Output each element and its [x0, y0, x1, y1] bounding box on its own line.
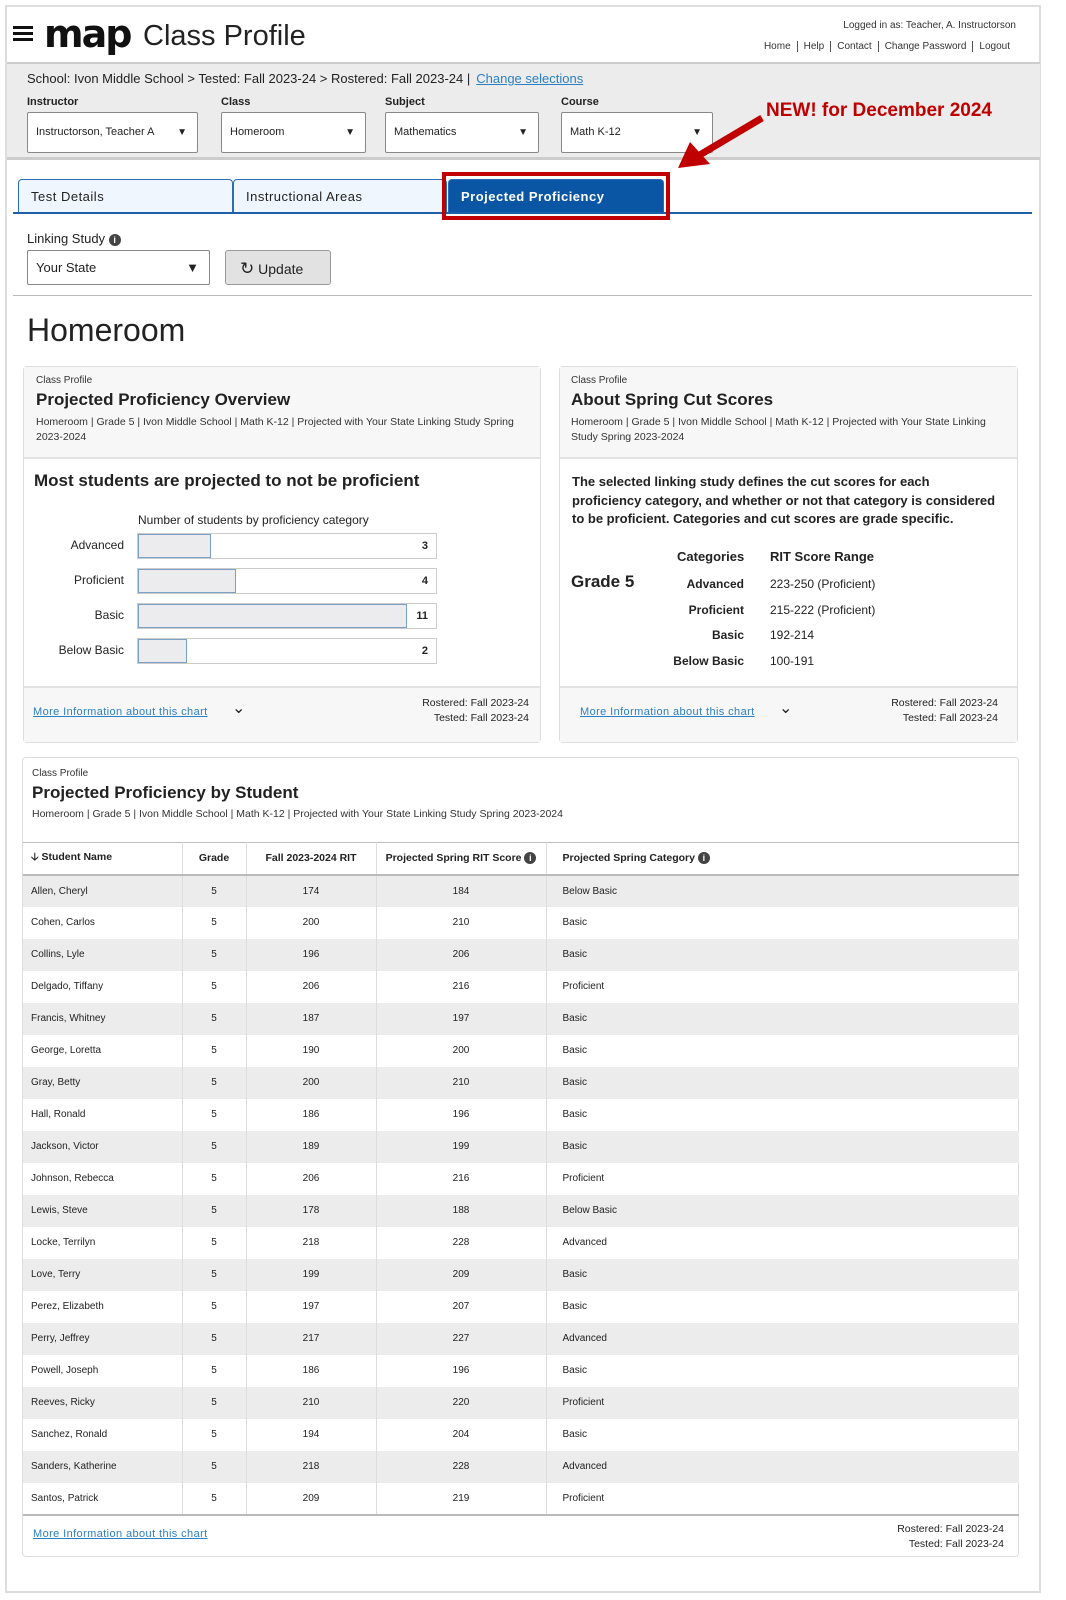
projected-category-cell: Basic [562, 1141, 587, 1152]
projected-category-cell: Basic [562, 1013, 587, 1024]
footer-dates [422, 696, 529, 726]
grade-cell: 5 [182, 875, 246, 907]
projected-rit-cell: 220 [376, 1387, 546, 1419]
grade-cell: 5 [182, 1035, 246, 1067]
projected-rit-cell: 184 [376, 875, 546, 907]
info-icon[interactable]: i [524, 852, 536, 864]
highlight-box [442, 172, 670, 220]
more-info-link[interactable]: More Information about this chart [33, 706, 208, 718]
grade-cell: 5 [182, 1483, 246, 1515]
fall-rit-cell: 194 [246, 1419, 376, 1451]
projected-category-cell: Proficient [562, 1397, 605, 1408]
projected-category-cell: Below Basic [562, 885, 617, 897]
grade-cell: 5 [182, 1259, 246, 1291]
fall-rit-cell: 199 [246, 1259, 376, 1291]
grade-cell: 5 [182, 1227, 246, 1259]
projected-category-cell: Basic [562, 1365, 587, 1376]
subject-value: Mathematics [394, 126, 457, 138]
cut-category: Basic [711, 628, 744, 642]
bar-label: Advanced [70, 538, 124, 552]
projected-category-cell: Basic [562, 1109, 587, 1120]
linking-study-select[interactable] [27, 250, 210, 285]
fall-rit-cell: 218 [246, 1227, 376, 1259]
card-subtitle: Homeroom | Grade 5 | Ivon Middle School | Math K-12 | Projected with Your State Linking Study Spring 2023-2024 [571, 416, 986, 443]
link-logout[interactable]: Logout [972, 41, 1016, 52]
bar-value: 4 [421, 575, 428, 587]
projected-category-cell: Advanced [562, 1333, 607, 1344]
grade-cell: 5 [182, 1003, 246, 1035]
fall-rit-cell: 210 [246, 1387, 376, 1419]
table-row[interactable] [23, 875, 1019, 907]
students-card [22, 757, 1019, 1557]
arrow-icon [670, 112, 770, 174]
student-name-cell: Santos, Patrick [23, 1483, 182, 1515]
grade-cell: 5 [182, 907, 246, 939]
caret-down-icon: ▼ [345, 127, 355, 138]
rit-range-header: RIT Score Range [770, 549, 875, 564]
bar [138, 604, 407, 628]
map-logo: map [44, 12, 131, 56]
caret-down-icon: ▼ [177, 127, 187, 138]
tab-projected-proficiency[interactable]: Projected Proficiency [448, 179, 664, 213]
projected-rit-cell: 227 [376, 1323, 546, 1355]
bar-track [137, 568, 437, 594]
overview-card [23, 366, 541, 743]
chart-headline: Most students are projected to not be proficient [34, 471, 420, 490]
fall-rit-cell: 187 [246, 1003, 376, 1035]
table-row[interactable] [23, 1131, 1019, 1163]
fall-rit-cell: 186 [246, 1355, 376, 1387]
app-title: Class Profile [143, 20, 306, 52]
new-annotation: NEW! for December 2024 [766, 100, 992, 121]
card-title: About Spring Cut Scores [571, 390, 774, 409]
projected-rit-cell: 209 [376, 1259, 546, 1291]
student-name-cell: Love, Terry [23, 1259, 182, 1291]
student-name-cell: Sanders, Katherine [23, 1451, 182, 1483]
bar-label: Basic [94, 608, 124, 622]
rostered-text: Rostered: Fall 2023-24 [891, 697, 998, 709]
subject-label: Subject [385, 96, 425, 108]
header-label: Student Name [41, 851, 113, 864]
cut-header [560, 367, 1017, 459]
header-label: Projected Spring Category [562, 852, 695, 865]
students-table [23, 842, 1019, 1516]
projected-rit-cell: 199 [376, 1131, 546, 1163]
student-name-cell: Hall, Ronald [23, 1099, 182, 1131]
fall-rit-cell: 189 [246, 1131, 376, 1163]
cut-range: 192-214 [770, 628, 815, 642]
projected-rit-cell: 207 [376, 1291, 546, 1323]
cut-range: 223-250 (Proficient) [770, 577, 876, 591]
instructor-select[interactable] [27, 112, 198, 153]
grade-cell: 5 [182, 1291, 246, 1323]
footer-dates [891, 696, 998, 726]
projected-category-cell: Basic [562, 1077, 587, 1088]
fall-rit-cell: 206 [246, 1163, 376, 1195]
table-row[interactable] [23, 1387, 1019, 1419]
table-row[interactable] [23, 1227, 1019, 1259]
cut-footer [560, 686, 1017, 742]
cut-category: Below Basic [673, 653, 744, 668]
chart-title: Number of students by proficiency category [138, 513, 369, 527]
instructor-value: Instructorson, Teacher A [36, 126, 155, 138]
projected-rit-cell: 216 [376, 1163, 546, 1195]
subject-select[interactable] [385, 112, 539, 153]
column-header-student-name[interactable] [23, 843, 182, 875]
student-name-cell: Reeves, Ricky [23, 1387, 182, 1419]
projected-category-cell: Proficient [562, 1173, 605, 1184]
info-icon[interactable]: i [698, 852, 710, 864]
bar [138, 639, 187, 663]
grade-cell: 5 [182, 1323, 246, 1355]
bar [138, 569, 236, 593]
table-row[interactable] [23, 1419, 1019, 1451]
projected-category-cell: Basic [562, 1269, 587, 1280]
caret-down-icon: ▼ [692, 127, 702, 138]
fall-rit-cell: 217 [246, 1323, 376, 1355]
link-change-password[interactable]: Change Password [878, 41, 973, 52]
tested-text: Tested: Fall 2023-24 [908, 1538, 1004, 1550]
student-name-cell: Lewis, Steve [23, 1195, 182, 1227]
fall-rit-cell: 197 [246, 1291, 376, 1323]
table-row[interactable] [23, 1195, 1019, 1227]
projected-rit-cell: 228 [376, 1451, 546, 1483]
cut-range: 100-191 [770, 653, 815, 668]
grade-cell: 5 [182, 1163, 246, 1195]
students-header [23, 758, 1018, 822]
change-selections-link[interactable]: Change selections [476, 71, 584, 86]
projected-rit-cell: 197 [376, 1003, 546, 1035]
categories-header: Categories [677, 549, 745, 564]
student-name-cell: Perez, Elizabeth [23, 1291, 182, 1323]
class-label: Class [221, 96, 251, 108]
fall-rit-cell: 174 [246, 875, 376, 907]
table-row[interactable] [23, 1099, 1019, 1131]
grade-cell: 5 [182, 971, 246, 1003]
student-name-cell: George, Loretta [23, 1035, 182, 1067]
cut-category: Proficient [688, 602, 744, 617]
grade-cell: 5 [182, 1067, 246, 1099]
table-row[interactable] [23, 1451, 1019, 1483]
grade-cell: 5 [182, 1195, 246, 1227]
tested-text: Tested: Fall 2023-24 [902, 712, 998, 724]
chevron-down-icon[interactable]: ⌄ [779, 700, 793, 717]
table-row[interactable] [23, 1163, 1019, 1195]
student-name-cell: Perry, Jeffrey [23, 1323, 182, 1355]
info-icon[interactable]: i [109, 234, 121, 246]
card-kicker: Class Profile [32, 768, 89, 779]
bar-value: 11 [416, 610, 428, 622]
fall-rit-cell: 190 [246, 1035, 376, 1067]
table-row[interactable] [23, 1483, 1019, 1515]
bar-value: 3 [421, 540, 428, 552]
table-row[interactable] [23, 1259, 1019, 1291]
page-title: Homeroom [27, 312, 186, 348]
header-label: Projected Spring RIT Score [385, 852, 522, 865]
projected-rit-cell: 206 [376, 939, 546, 971]
linking-study-text: Linking Study [27, 231, 106, 246]
table-row[interactable] [23, 939, 1019, 971]
bar [138, 534, 211, 558]
overview-header [24, 367, 540, 459]
table-row[interactable] [23, 1035, 1019, 1067]
cut-description: The selected linking study defines the cut scores for each proficiency category, and whether or not that category is considered to be proficient. Categories and cut scores are grade specific. [572, 474, 996, 526]
more-info-link[interactable]: More Information about this chart [33, 1528, 208, 1540]
fall-rit-cell: 206 [246, 971, 376, 1003]
grade-cell: 5 [182, 1131, 246, 1163]
projected-category-cell: Basic [562, 949, 587, 960]
bar-label: Proficient [73, 573, 124, 587]
projected-rit-cell: 196 [376, 1099, 546, 1131]
refresh-icon: ↻ [240, 259, 255, 278]
column-header-projected-category[interactable] [546, 843, 1019, 875]
projected-category-cell: Basic [562, 1301, 587, 1312]
grade-cell: 5 [182, 1419, 246, 1451]
class-value: Homeroom [230, 126, 285, 138]
projected-category-cell: Proficient [562, 1492, 605, 1504]
projected-category-cell: Advanced [562, 1237, 607, 1248]
link-help[interactable]: Help [797, 41, 831, 52]
cut-category: Advanced [686, 577, 744, 591]
student-name-cell: Francis, Whitney [23, 1003, 182, 1035]
rostered-text: Rostered: Fall 2023-24 [422, 697, 529, 709]
fall-rit-cell: 178 [246, 1195, 376, 1227]
divider [13, 295, 1032, 296]
bar-track [137, 638, 437, 664]
projected-rit-cell: 200 [376, 1035, 546, 1067]
tab-instructional-areas[interactable]: Instructional Areas [233, 179, 447, 213]
projected-rit-cell: 188 [376, 1195, 546, 1227]
table-row[interactable] [23, 1003, 1019, 1035]
grade-cell: 5 [182, 1099, 246, 1131]
student-name-cell: Johnson, Rebecca [23, 1163, 182, 1195]
column-header-projected-rit[interactable] [376, 843, 546, 875]
more-info-link[interactable]: More Information about this chart [580, 706, 755, 718]
projected-category-cell: Basic [562, 1045, 587, 1056]
caret-down-icon: ▼ [186, 260, 199, 275]
rostered-text: Rostered: Fall 2023-24 [897, 1523, 1004, 1535]
overview-footer [24, 686, 540, 742]
fall-rit-cell: 200 [246, 907, 376, 939]
tab-test-details[interactable]: Test Details [18, 179, 233, 213]
card-kicker: Class Profile [571, 375, 628, 386]
projected-rit-cell: 204 [376, 1419, 546, 1451]
student-name-cell: Allen, Cheryl [23, 875, 182, 907]
tested-text: Tested: Fall 2023-24 [433, 712, 529, 724]
card-title: Projected Proficiency by Student [32, 783, 299, 802]
logged-in-text: Logged in as: Teacher, A. Instructorson [843, 20, 1016, 31]
course-value: Math K-12 [570, 126, 621, 138]
projected-rit-cell: 210 [376, 1067, 546, 1099]
student-name-cell: Sanchez, Ronald [23, 1419, 182, 1451]
course-label: Course [561, 96, 599, 108]
sort-down-icon: 🡣 [31, 851, 39, 864]
bar-track [137, 603, 437, 629]
class-select[interactable] [221, 112, 366, 153]
card-subtitle: Homeroom | Grade 5 | Ivon Middle School | Math K-12 | Projected with Your State Linking Study Spring 2023-2024 [32, 808, 563, 820]
footer-dates [897, 1522, 1004, 1552]
cut-scores-card [559, 366, 1018, 743]
projected-category-cell: Below Basic [562, 1205, 617, 1216]
cut-range: 215-222 (Proficient) [770, 602, 876, 617]
column-header-grade[interactable]: Grade [182, 843, 246, 875]
projected-category-cell: Advanced [562, 1461, 607, 1472]
table-row[interactable] [23, 1323, 1019, 1355]
fall-rit-cell: 196 [246, 939, 376, 971]
bar-track [137, 533, 437, 559]
update-button[interactable] [225, 250, 331, 285]
update-label: Update [258, 261, 304, 277]
card-title: Projected Proficiency Overview [36, 390, 291, 409]
student-name-cell: Gray, Betty [23, 1067, 182, 1099]
bar-label: Below Basic [58, 643, 124, 657]
table-row[interactable] [23, 971, 1019, 1003]
card-subtitle: Homeroom | Grade 5 | Ivon Middle School | Math K-12 | Projected with Your State Linking Study Spring 2023-2024 [36, 416, 514, 443]
student-name-cell: Powell, Joseph [23, 1355, 182, 1387]
table-row[interactable] [23, 1067, 1019, 1099]
card-kicker: Class Profile [36, 375, 93, 386]
linking-study-value: Your State [36, 260, 97, 275]
table-row[interactable] [23, 1291, 1019, 1323]
projected-rit-cell: 210 [376, 907, 546, 939]
instructor-label: Instructor [27, 96, 79, 108]
projected-rit-cell: 219 [376, 1483, 546, 1515]
projected-category-cell: Basic [562, 917, 587, 928]
table-row[interactable] [23, 907, 1019, 939]
caret-down-icon: ▼ [518, 127, 528, 138]
table-row[interactable] [23, 1355, 1019, 1387]
breadcrumb-text: School: Ivon Middle School > Tested: Fall 2023-24 > Rostered: Fall 2023-24 | [27, 71, 471, 86]
student-name-cell: Cohen, Carlos [23, 907, 182, 939]
linking-study-label [27, 231, 121, 246]
column-header-fall-rit[interactable]: Fall 2023-2024 RIT [246, 843, 376, 875]
projected-rit-cell: 196 [376, 1355, 546, 1387]
fall-rit-cell: 186 [246, 1099, 376, 1131]
projected-category-cell: Basic [562, 1429, 587, 1440]
student-name-cell: Collins, Lyle [23, 939, 182, 971]
student-name-cell: Jackson, Victor [23, 1131, 182, 1163]
grade-cell: 5 [182, 1387, 246, 1419]
grade-cell: 5 [182, 1451, 246, 1483]
fall-rit-cell: 209 [246, 1483, 376, 1515]
grade-label: Grade 5 [571, 572, 635, 591]
grade-cell: 5 [182, 1355, 246, 1387]
projected-category-cell: Proficient [562, 981, 605, 992]
menu-icon[interactable] [13, 26, 33, 42]
bar-value: 2 [421, 645, 428, 657]
link-home[interactable]: Home [763, 41, 791, 52]
top-links [758, 41, 1016, 52]
student-name-cell: Locke, Terrilyn [23, 1227, 182, 1259]
fall-rit-cell: 200 [246, 1067, 376, 1099]
breadcrumb [27, 71, 583, 86]
chevron-down-icon[interactable]: ⌄ [232, 700, 246, 717]
grade-cell: 5 [182, 939, 246, 971]
link-contact[interactable]: Contact [830, 41, 877, 52]
student-name-cell: Delgado, Tiffany [23, 971, 182, 1003]
projected-rit-cell: 216 [376, 971, 546, 1003]
fall-rit-cell: 218 [246, 1451, 376, 1483]
projected-rit-cell: 228 [376, 1227, 546, 1259]
